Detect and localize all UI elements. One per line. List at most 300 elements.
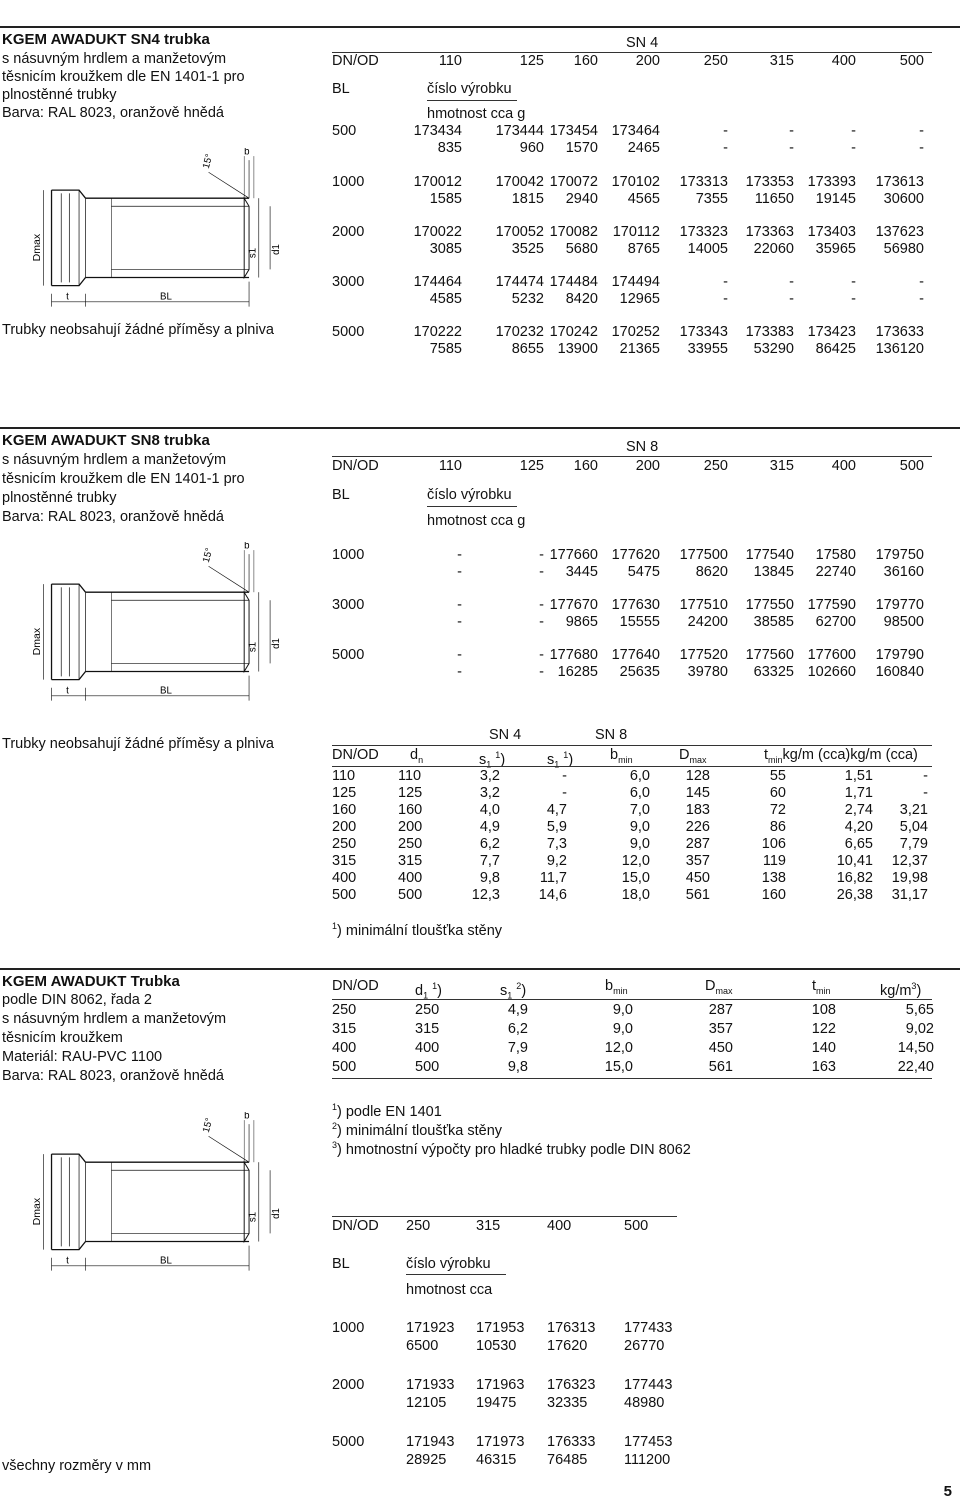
section1-note: Trubky neobsahují žádné příměsy a plniva bbox=[2, 322, 274, 338]
section2-pipe-diagram bbox=[10, 542, 310, 712]
sn4-dn-110: 110 bbox=[438, 53, 462, 69]
sn8-dn-250: 250 bbox=[703, 458, 728, 474]
sn4-article-cell: 170232 bbox=[495, 324, 544, 340]
sn4-weight-cell: 3525 bbox=[511, 241, 544, 257]
diagram-label-b: b bbox=[244, 148, 250, 158]
s3-article-cell: 176333 bbox=[547, 1434, 596, 1450]
sn8-header-rule bbox=[332, 456, 932, 457]
sn8-weight-cell: 63325 bbox=[753, 664, 794, 680]
dims-cell: 500 bbox=[332, 887, 357, 903]
svg-text:15°: 15° bbox=[200, 546, 216, 564]
sn8-weight-cell: 160840 bbox=[875, 664, 924, 680]
s3-weight-cell: 26770 bbox=[624, 1338, 665, 1354]
s3-article-cell: 171973 bbox=[476, 1434, 525, 1450]
dims-header-d: $d_n$ bbox=[410, 747, 424, 765]
sn4-weight-cell: 11650 bbox=[754, 191, 794, 207]
dims-header-dmax: $D_{max}$ bbox=[679, 747, 707, 765]
sn4-weight-cell: 14005 bbox=[687, 241, 728, 257]
section1-top-rule bbox=[0, 26, 960, 28]
dims-cell: 6,65 bbox=[844, 836, 873, 852]
sn8-article-cell: 177520 bbox=[679, 647, 728, 663]
s3-weight-label: hmotnost cca bbox=[406, 1282, 493, 1298]
dims-cell: 15,0 bbox=[621, 870, 650, 886]
sn4-article-cell: 170252 bbox=[611, 324, 660, 340]
s3-row-bl: 5000 bbox=[332, 1434, 365, 1450]
dims-cell: 6,0 bbox=[629, 768, 650, 784]
s3-footnote-3: $^3$) hmotnostní výpočty pro hladké trubky podle DIN 8062 bbox=[332, 1140, 691, 1158]
sn4-weight-cell: 13900 bbox=[557, 341, 598, 357]
s3-dims-cell: 15,0 bbox=[604, 1059, 633, 1075]
svg-text:BL: BL bbox=[160, 1255, 172, 1267]
sn4-weight-cell: 3085 bbox=[429, 241, 462, 257]
s3-dims-header-dmax: $D_{max}$ bbox=[705, 978, 733, 996]
dims-cell: 357 bbox=[685, 853, 710, 869]
sn8-weight-cell: - bbox=[539, 564, 544, 580]
sn4-article-cell: 173633 bbox=[875, 324, 924, 340]
diagram-label-dmax: Dmax bbox=[31, 233, 44, 262]
s3-dims-header-s: $s_1$ $^2$) bbox=[500, 981, 527, 1001]
sn4-article-cell: 174464 bbox=[413, 274, 462, 290]
dims-cell: 160 bbox=[332, 802, 357, 818]
sn4-article-cell: 170242 bbox=[549, 324, 598, 340]
dims-sn4-label: SN 4 bbox=[489, 727, 522, 743]
s3-article-cell: 177433 bbox=[624, 1320, 673, 1336]
s3-dims-cell: 315 bbox=[332, 1021, 357, 1037]
svg-text:d1: d1 bbox=[271, 638, 282, 649]
section2-title: KGEM AWADUKT SN8 trubka bbox=[2, 432, 210, 449]
dims-cell: 60 bbox=[769, 785, 786, 801]
s3-article-label: číslo výrobku bbox=[406, 1256, 491, 1272]
dims-cell: 16,82 bbox=[836, 870, 873, 886]
sn4-weight-cell: 960 bbox=[519, 140, 544, 156]
s3-weight-cell: 28925 bbox=[406, 1452, 447, 1468]
sn8-article-cell: 177560 bbox=[745, 647, 794, 663]
dims-cell: - bbox=[562, 768, 567, 784]
sn4-weight-cell: 12965 bbox=[619, 291, 660, 307]
dims-cell: - bbox=[562, 785, 567, 801]
sn8-article-cell: - bbox=[539, 547, 544, 563]
page-number: 5 bbox=[943, 1483, 952, 1500]
dims-cell: 1,71 bbox=[844, 785, 873, 801]
dims-cell: 7,0 bbox=[629, 802, 650, 818]
sn4-weight-cell: 4585 bbox=[429, 291, 462, 307]
sn8-weight-cell: - bbox=[457, 614, 462, 630]
sn4-article-cell: 173363 bbox=[745, 224, 794, 240]
dims-cell: 6,2 bbox=[479, 836, 500, 852]
dims-cell: 287 bbox=[685, 836, 710, 852]
dims-cell: 9,2 bbox=[546, 853, 567, 869]
dims-cell: 9,0 bbox=[629, 819, 650, 835]
sn8-weight-cell: 13845 bbox=[753, 564, 794, 580]
sn8-article-cell: - bbox=[539, 597, 544, 613]
sn4-weight-cell: - bbox=[851, 291, 856, 307]
sn4-weight-cell: 136120 bbox=[875, 341, 924, 357]
section1-desc-line-2: těsnicím kroužkem dle EN 1401-1 pro bbox=[2, 69, 245, 85]
s3-dims-header-tmin: $t_{min}$ bbox=[812, 978, 831, 996]
sn4-article-cell: - bbox=[851, 274, 856, 290]
sn4-article-cell: 170012 bbox=[413, 174, 462, 190]
sn8-bl-label: BL bbox=[332, 487, 350, 503]
sn4-row-bl: 2000 bbox=[332, 224, 365, 240]
sn8-weight-cell: 8620 bbox=[695, 564, 728, 580]
dims-header-dn: DN/OD bbox=[332, 747, 379, 763]
sn4-article-label: číslo výrobku bbox=[427, 81, 512, 97]
svg-text:BL: BL bbox=[160, 685, 172, 697]
dims-cell: 110 bbox=[332, 768, 356, 784]
sn8-weight-cell: - bbox=[457, 664, 462, 680]
sn4-weight-cell: 5232 bbox=[511, 291, 544, 307]
section3-desc-line-5: Barva: RAL 8023, oranžově hnědá bbox=[2, 1068, 224, 1084]
sn4-row-bl: 1000 bbox=[332, 174, 365, 190]
sn4-weight-cell: 2465 bbox=[627, 140, 660, 156]
s3-dims-cell: 500 bbox=[332, 1059, 357, 1075]
section1-title: KGEM AWADUKT SN4 trubka bbox=[2, 31, 210, 48]
svg-text:s1: s1 bbox=[247, 641, 259, 653]
sn4-article-cell: 173613 bbox=[875, 174, 924, 190]
sn4-article-cell: - bbox=[919, 123, 924, 139]
sn8-dn-500: 500 bbox=[899, 458, 924, 474]
s3-dn-500: 500 bbox=[624, 1218, 649, 1234]
svg-text:15°: 15° bbox=[200, 1116, 216, 1134]
dims-cell: 5,04 bbox=[899, 819, 928, 835]
sn4-article-cell: 174494 bbox=[611, 274, 660, 290]
sn4-article-cell: 173423 bbox=[807, 324, 856, 340]
sn8-weight-cell: 22740 bbox=[815, 564, 856, 580]
dims-cell: 500 bbox=[398, 887, 423, 903]
s3-article-cell: 177453 bbox=[624, 1434, 673, 1450]
s3-footnote-1: $^1$) podle EN 1401 bbox=[332, 1102, 442, 1120]
section3-pipe-diagram bbox=[10, 1112, 310, 1282]
s3-dims-cell: 163 bbox=[811, 1059, 836, 1075]
sn8-article-cell: 177660 bbox=[549, 547, 598, 563]
dims-cell: 106 bbox=[761, 836, 786, 852]
section2-desc-line-1: s násuvným hrdlem a manžetovým bbox=[2, 452, 227, 468]
dims-cell: 160 bbox=[761, 887, 786, 903]
sn4-article-cell: - bbox=[789, 274, 794, 290]
s3-dims-cell: 287 bbox=[708, 1002, 733, 1018]
s3-dims-cell: 108 bbox=[811, 1002, 836, 1018]
sn8-article-label: číslo výrobku bbox=[427, 487, 512, 503]
sn4-article-cell: 170072 bbox=[549, 174, 598, 190]
sn4-article-cell: 170042 bbox=[495, 174, 544, 190]
s3-dims-cell: 12,0 bbox=[604, 1040, 633, 1056]
sn4-weight-cell: - bbox=[919, 291, 924, 307]
s3-article-cell: 176313 bbox=[547, 1320, 596, 1336]
sn8-article-cell: - bbox=[539, 647, 544, 663]
dims-cell: 9,8 bbox=[479, 870, 500, 886]
sn8-dn-125: 125 bbox=[519, 458, 544, 474]
s3-dims-cell: 22,40 bbox=[897, 1059, 934, 1075]
sn8-weight-cell: 24200 bbox=[687, 614, 728, 630]
sn4-article-cell: 173323 bbox=[679, 224, 728, 240]
sn4-row-bl: 3000 bbox=[332, 274, 365, 290]
dims-cell: 4,0 bbox=[479, 802, 500, 818]
sn4-weight-cell: 835 bbox=[437, 140, 462, 156]
sn4-weight-cell: - bbox=[723, 291, 728, 307]
dims-cell: 2,74 bbox=[844, 802, 873, 818]
sn4-weight-cell: 8420 bbox=[565, 291, 598, 307]
sn4-weight-cell: - bbox=[919, 140, 924, 156]
sn8-row-bl: 3000 bbox=[332, 597, 365, 613]
sn8-weight-cell: - bbox=[539, 614, 544, 630]
s3-dims-header-bmin: $b_{min}$ bbox=[605, 978, 628, 996]
sn4-article-cell: 170102 bbox=[611, 174, 660, 190]
dims-cell: 86 bbox=[769, 819, 786, 835]
s3-dn-250: 250 bbox=[406, 1218, 431, 1234]
s3-dims-cell: 4,9 bbox=[507, 1002, 528, 1018]
sn4-article-cell: 173464 bbox=[611, 123, 660, 139]
dims-cell: 19,98 bbox=[891, 870, 928, 886]
section1-pipe-diagram bbox=[10, 148, 310, 318]
section2-desc-line-4: Barva: RAL 8023, oranžově hnědá bbox=[2, 509, 224, 525]
sn8-article-cell: 177540 bbox=[745, 547, 794, 563]
sn4-article-cell: 170022 bbox=[413, 224, 462, 240]
sn8-weight-cell: 16285 bbox=[557, 664, 598, 680]
sn4-weight-cell: 35965 bbox=[815, 241, 856, 257]
dims-cell: 125 bbox=[332, 785, 357, 801]
s3-dims-cell: 9,0 bbox=[612, 1002, 633, 1018]
dims-cell: 7,79 bbox=[899, 836, 928, 852]
sn8-article-cell: 177680 bbox=[549, 647, 598, 663]
sn8-article-cell: - bbox=[457, 597, 462, 613]
s3-article-cell: 171933 bbox=[406, 1377, 455, 1393]
s3-weight-cell: 10530 bbox=[476, 1338, 517, 1354]
sn8-dn-315: 315 bbox=[769, 458, 794, 474]
sn8-article-cell: 177640 bbox=[611, 647, 660, 663]
s3-weight-cell: 17620 bbox=[547, 1338, 588, 1354]
sn4-class-label: SN 4 bbox=[626, 35, 659, 51]
dims-sn8-label: SN 8 bbox=[595, 727, 628, 743]
sn4-dn-250: 250 bbox=[703, 53, 728, 69]
dims-cell: 18,0 bbox=[621, 887, 650, 903]
dims-header-s1-sn4: $s_1$ $^1$) bbox=[479, 750, 506, 770]
dims-cell: 26,38 bbox=[836, 887, 873, 903]
s3-dims-cell: 7,9 bbox=[507, 1040, 528, 1056]
sn8-weight-cell: 38585 bbox=[753, 614, 794, 630]
section3-title: KGEM AWADUKT Trubka bbox=[2, 973, 180, 990]
dims-cell: 12,3 bbox=[471, 887, 500, 903]
sn4-bl-label: BL bbox=[332, 81, 350, 97]
dims-cell: - bbox=[923, 768, 928, 784]
section2-top-rule bbox=[0, 427, 960, 429]
sn8-article-cell: 179770 bbox=[875, 597, 924, 613]
sn8-article-cell: - bbox=[457, 647, 462, 663]
dims-cell: 128 bbox=[685, 768, 710, 784]
section3-desc-line-2: s násuvným hrdlem a manžetovým bbox=[2, 1011, 227, 1027]
s3-weight-cell: 19475 bbox=[476, 1395, 517, 1411]
dims-cell: 3,21 bbox=[899, 802, 928, 818]
sn4-article-cell: 174474 bbox=[495, 274, 544, 290]
dims-cell: 1,51 bbox=[844, 768, 873, 784]
s3-dims-cell: 122 bbox=[811, 1021, 836, 1037]
diagram-label-angle: 15° bbox=[200, 152, 216, 170]
sn8-article-cell: 179750 bbox=[875, 547, 924, 563]
svg-text:t: t bbox=[66, 1255, 69, 1267]
dims-cell: 6,0 bbox=[629, 785, 650, 801]
svg-text:b: b bbox=[244, 1112, 250, 1122]
sn4-weight-cell: 1570 bbox=[565, 140, 598, 156]
sn8-weight-cell: - bbox=[539, 664, 544, 680]
s3-weight-cell: 6500 bbox=[406, 1338, 439, 1354]
sn4-dn-125: 125 bbox=[519, 53, 544, 69]
sn8-dn-160: 160 bbox=[573, 458, 598, 474]
sn4-weight-cell: 1585 bbox=[429, 191, 462, 207]
section2-note: Trubky neobsahují žádné příměsy a plniva bbox=[2, 736, 274, 752]
dims-cell: 72 bbox=[769, 802, 786, 818]
dims-cell: 200 bbox=[398, 819, 423, 835]
s3-dims-cell: 250 bbox=[415, 1002, 440, 1018]
diagram-label-s1: s1 bbox=[247, 247, 259, 259]
dims-cell: 561 bbox=[685, 887, 710, 903]
sn4-weight-cell: 22060 bbox=[753, 241, 794, 257]
s3-dims-cell: 140 bbox=[811, 1040, 836, 1056]
sn4-dn-200: 200 bbox=[635, 53, 660, 69]
sn8-weight-cell: 102660 bbox=[807, 664, 856, 680]
sn8-article-cell: 177510 bbox=[679, 597, 728, 613]
s3-dims-bottom-rule bbox=[332, 1078, 932, 1079]
sn8-row-bl: 1000 bbox=[332, 547, 365, 563]
dims-cell: 145 bbox=[685, 785, 710, 801]
svg-text:d1: d1 bbox=[271, 1208, 282, 1219]
section3-desc-line-4: Materiál: RAU-PVC 1100 bbox=[2, 1049, 163, 1065]
sn4-article-cell: 170082 bbox=[549, 224, 598, 240]
sn4-article-cell: - bbox=[789, 123, 794, 139]
sn8-article-cell: 177500 bbox=[679, 547, 728, 563]
sn8-weight-cell: 39780 bbox=[687, 664, 728, 680]
sn4-weight-cell: 53290 bbox=[753, 341, 794, 357]
dims-cell: 125 bbox=[398, 785, 423, 801]
dims-cell: 315 bbox=[332, 853, 357, 869]
s3-dims-cell: 250 bbox=[332, 1002, 357, 1018]
sn4-article-cell: 173343 bbox=[679, 324, 728, 340]
sn4-article-cell: 170052 bbox=[495, 224, 544, 240]
sn4-article-cell: - bbox=[851, 123, 856, 139]
s3-article-cell: 171923 bbox=[406, 1320, 455, 1336]
svg-text:s1: s1 bbox=[247, 1211, 259, 1223]
dims-cell: 4,9 bbox=[479, 819, 500, 835]
sn4-article-cell: 173454 bbox=[549, 123, 598, 139]
sn4-weight-cell: - bbox=[851, 140, 856, 156]
s3-row-bl: 1000 bbox=[332, 1320, 365, 1336]
s3-article-cell: 177443 bbox=[624, 1377, 673, 1393]
sn4-weight-cell: 56980 bbox=[883, 241, 924, 257]
dims-cell: 55 bbox=[769, 768, 786, 784]
diagram-label-t: t bbox=[66, 291, 69, 303]
sn4-article-cell: 170222 bbox=[413, 324, 462, 340]
s3-dims-cell: 14,50 bbox=[897, 1040, 934, 1056]
sn4-article-cell: 173434 bbox=[413, 123, 462, 139]
dims-header-tmin: $t_{min}kg/m$ (cca)kg/m (cca) bbox=[764, 747, 918, 765]
svg-text:t: t bbox=[66, 685, 69, 697]
sn8-weight-cell: 25635 bbox=[619, 664, 660, 680]
sn4-weight-cell: 7355 bbox=[695, 191, 728, 207]
s3-dims-cell: 357 bbox=[708, 1021, 733, 1037]
sn4-weight-cell: 5680 bbox=[565, 241, 598, 257]
sn8-dn-110: 110 bbox=[438, 458, 462, 474]
sn8-weight-cell: 36160 bbox=[883, 564, 924, 580]
sn4-article-cell: 173313 bbox=[679, 174, 728, 190]
s3-dims-cell: 5,65 bbox=[905, 1002, 934, 1018]
section1-desc-line-3: plnostěnné trubky bbox=[2, 87, 117, 103]
sn4-weight-cell: 86425 bbox=[815, 341, 856, 357]
sn4-dn-label: DN/OD bbox=[332, 53, 379, 69]
sn8-article-cell: 177630 bbox=[611, 597, 660, 613]
section3-desc-line-1: podle DIN 8062, řada 2 bbox=[2, 992, 152, 1008]
s3-weight-cell: 48980 bbox=[624, 1395, 665, 1411]
dims-cell: 400 bbox=[332, 870, 357, 886]
sn4-article-rule bbox=[427, 100, 517, 101]
sn8-class-label: SN 8 bbox=[626, 439, 659, 455]
section3-note: všechny rozměry v mm bbox=[2, 1458, 152, 1474]
sn8-dn-label: DN/OD bbox=[332, 458, 379, 474]
sn4-weight-cell: 1815 bbox=[511, 191, 544, 207]
s3-article-cell: 171953 bbox=[476, 1320, 525, 1336]
sn4-weight-label: hmotnost cca g bbox=[427, 106, 526, 122]
s3-weight-cell: 12105 bbox=[406, 1395, 447, 1411]
s3-row-bl: 2000 bbox=[332, 1377, 365, 1393]
sn4-article-cell: 174484 bbox=[549, 274, 598, 290]
sn8-article-rule bbox=[427, 506, 517, 507]
sn4-dn-315: 315 bbox=[769, 53, 794, 69]
sn4-weight-cell: 21365 bbox=[619, 341, 660, 357]
sn4-article-cell: 173393 bbox=[807, 174, 856, 190]
sn8-dn-400: 400 bbox=[831, 458, 856, 474]
sn8-weight-cell: - bbox=[457, 564, 462, 580]
dims-cell: 4,20 bbox=[844, 819, 873, 835]
sn8-weight-cell: 9865 bbox=[565, 614, 598, 630]
sn8-weight-cell: 3445 bbox=[565, 564, 598, 580]
dims-cell: 12,0 bbox=[621, 853, 650, 869]
s3-dims-header-d: $d_1$ $^1$) bbox=[415, 981, 442, 1001]
s3-dims-header-kg: $kg/m^3$) bbox=[880, 981, 922, 999]
dims-cell: 119 bbox=[762, 853, 786, 869]
sn4-weight-cell: 2940 bbox=[565, 191, 598, 207]
dims-cell: 110 bbox=[398, 768, 422, 784]
dims-cell: 31,17 bbox=[891, 887, 928, 903]
svg-text:Dmax: Dmax bbox=[31, 1197, 44, 1226]
sn4-weight-cell: 33955 bbox=[687, 341, 728, 357]
sn4-article-cell: 137623 bbox=[875, 224, 924, 240]
sn8-article-cell: - bbox=[457, 547, 462, 563]
dims-cell: 3,2 bbox=[479, 785, 500, 801]
s3-dims-cell: 561 bbox=[708, 1059, 733, 1075]
dims-cell: 138 bbox=[761, 870, 786, 886]
dims-cell: 400 bbox=[398, 870, 423, 886]
section3-top-rule bbox=[0, 968, 960, 970]
sn4-weight-cell: - bbox=[789, 140, 794, 156]
sn4-weight-cell: 7585 bbox=[429, 341, 462, 357]
s3-article-cell: 171963 bbox=[476, 1377, 525, 1393]
sn8-article-cell: 179790 bbox=[875, 647, 924, 663]
dims-cell: 7,7 bbox=[479, 853, 500, 869]
sn4-weight-cell: - bbox=[789, 291, 794, 307]
s3-article-cell: 171943 bbox=[406, 1434, 455, 1450]
sn4-weight-cell: - bbox=[723, 140, 728, 156]
s3-dims-cell: 6,2 bbox=[507, 1021, 528, 1037]
sn4-weight-cell: 19145 bbox=[815, 191, 856, 207]
dims-body-rule bbox=[332, 766, 932, 767]
sn8-article-cell: 177550 bbox=[745, 597, 794, 613]
s3-weight-cell: 32335 bbox=[547, 1395, 588, 1411]
sn8-weight-cell: 15555 bbox=[619, 614, 660, 630]
s3-article-header-rule bbox=[332, 1216, 677, 1217]
sn4-article-cell: - bbox=[723, 123, 728, 139]
sn4-dn-500: 500 bbox=[899, 53, 924, 69]
dims-cell: 160 bbox=[398, 802, 423, 818]
sn4-article-cell: 173403 bbox=[807, 224, 856, 240]
section1-desc-line-1: s násuvným hrdlem a manžetovým bbox=[2, 51, 227, 67]
s3-weight-cell: 76485 bbox=[547, 1452, 588, 1468]
